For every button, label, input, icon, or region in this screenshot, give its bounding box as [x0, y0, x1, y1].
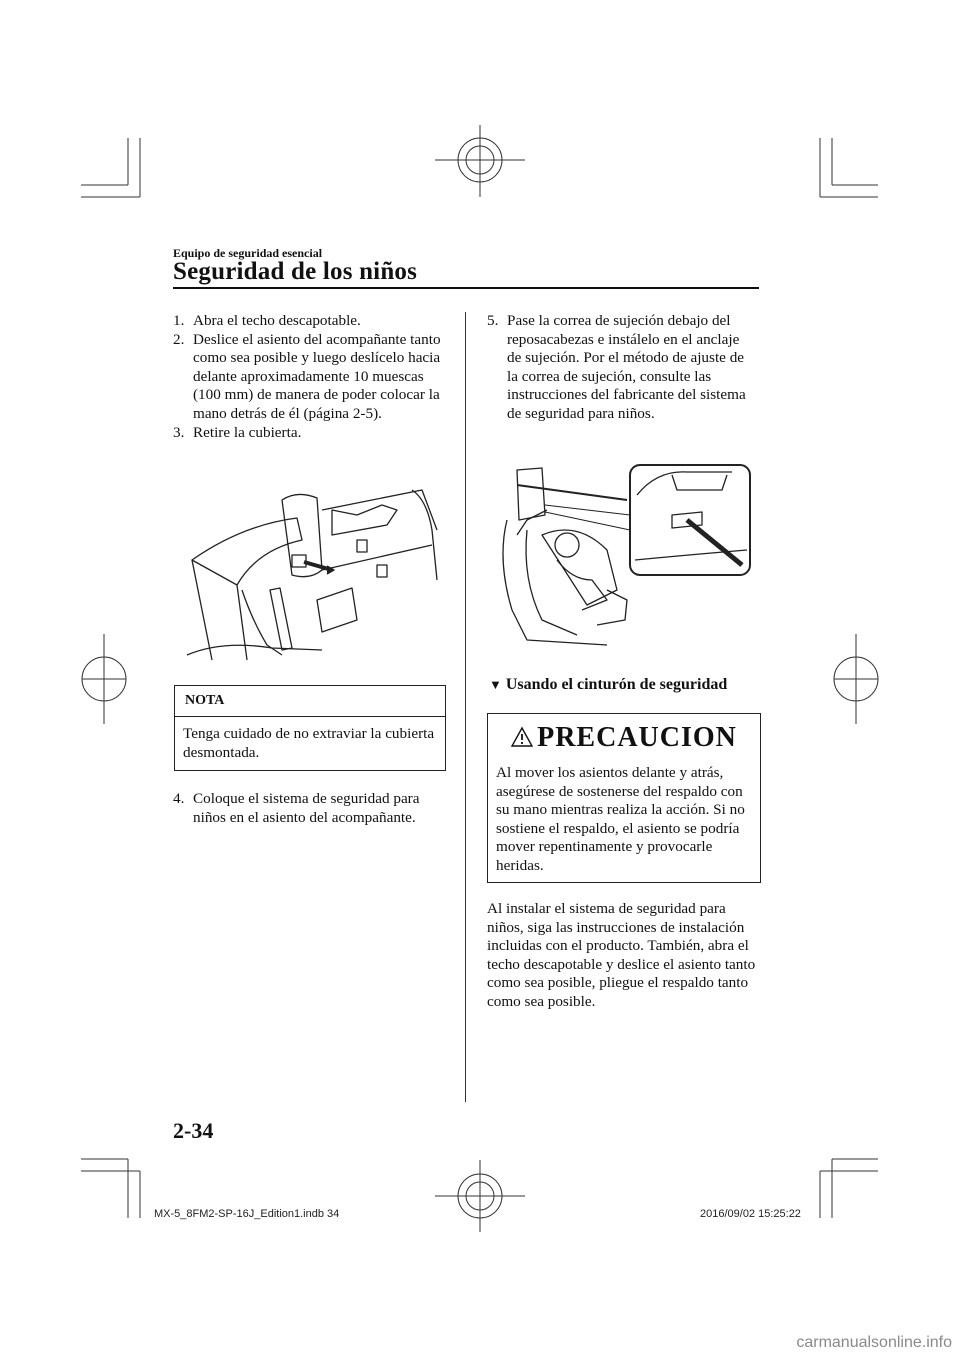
- step-1: [173, 312, 441, 331]
- note-text: Tenga cuidado de no extraviar la cubierta desmontada.: [183, 725, 435, 761]
- page-number: 2-34: [173, 1118, 214, 1143]
- left-steps: [173, 312, 441, 442]
- step-5-block: [487, 312, 757, 424]
- step-3: [173, 424, 441, 443]
- watermark: carmanualsonline.info: [796, 1334, 952, 1351]
- caution-title: PRECAUCION: [537, 722, 737, 753]
- step-text: Pase la correa de sujeción debajo del reposacabezas e instálelo en el anclaje de sujeción. Por el método de ajuste de la correa de sujeción, consulte las instrucciones del fabricante del sistema de seguridad para niños.: [507, 312, 746, 422]
- caution-box: [487, 713, 761, 883]
- seat-cover-illustration: [182, 470, 442, 670]
- step-number: 1.: [173, 312, 185, 329]
- subheading-text: Usando el cinturón de seguridad: [505, 676, 728, 693]
- footer-file: MX-5_8FM2-SP-16J_Edition1.indb 34: [154, 1208, 340, 1220]
- section-label: Equipo de seguridad esencial: [173, 246, 323, 260]
- caution-header: [488, 714, 760, 754]
- step-text: Abra el techo descapotable.: [193, 312, 361, 329]
- page-title: Seguridad de los niños: [173, 258, 418, 285]
- step-number: 3.: [173, 423, 185, 441]
- note-title: NOTA: [175, 686, 445, 717]
- step-number: 5.: [487, 312, 499, 329]
- step-4-block: [173, 790, 441, 827]
- down-triangle-bullet-icon: ▼: [489, 677, 502, 692]
- caution-text: Al mover los asientos delante y atrás, asegúrese de sostenerse del respaldo con su mano mientras realiza la acción. Si no sostiene el respaldo, el asiento se podría mover repentinamente y provocarle heridas.: [496, 764, 745, 874]
- step-2: [173, 331, 441, 424]
- step-text: Coloque el sistema de seguridad para niños en el asiento del acompañante.: [193, 790, 420, 826]
- warning-triangle-icon: [511, 727, 533, 747]
- step-5: [487, 312, 757, 424]
- title-rule: [173, 287, 759, 289]
- footer-date: 2016/09/02 15:25:22: [700, 1208, 801, 1220]
- subheading: [489, 676, 727, 694]
- step-text: Retire la cubierta.: [193, 423, 302, 441]
- step-4: [173, 790, 441, 827]
- instructions-paragraph: Al instalar el sistema de seguridad para niños, siga las instrucciones de instalación incluidas con el producto. También, abra el techo descapotable y deslice el asiento tanto como sea posible, pliegue el respaldo tanto como sea posible.: [487, 900, 756, 1010]
- step-number: 4.: [173, 790, 185, 807]
- step-number: 2.: [173, 330, 185, 348]
- child-seat-illustration: [487, 460, 757, 660]
- step-text: Deslice el asiento del acompañante tanto como sea posible y luego deslícelo hacia delante aproximadamente 10 muescas (100 mm) de manera de poder colocar la mano detrás de él (página 2-5).: [193, 330, 441, 422]
- note-box: [174, 685, 446, 771]
- column-divider: [465, 312, 466, 1102]
